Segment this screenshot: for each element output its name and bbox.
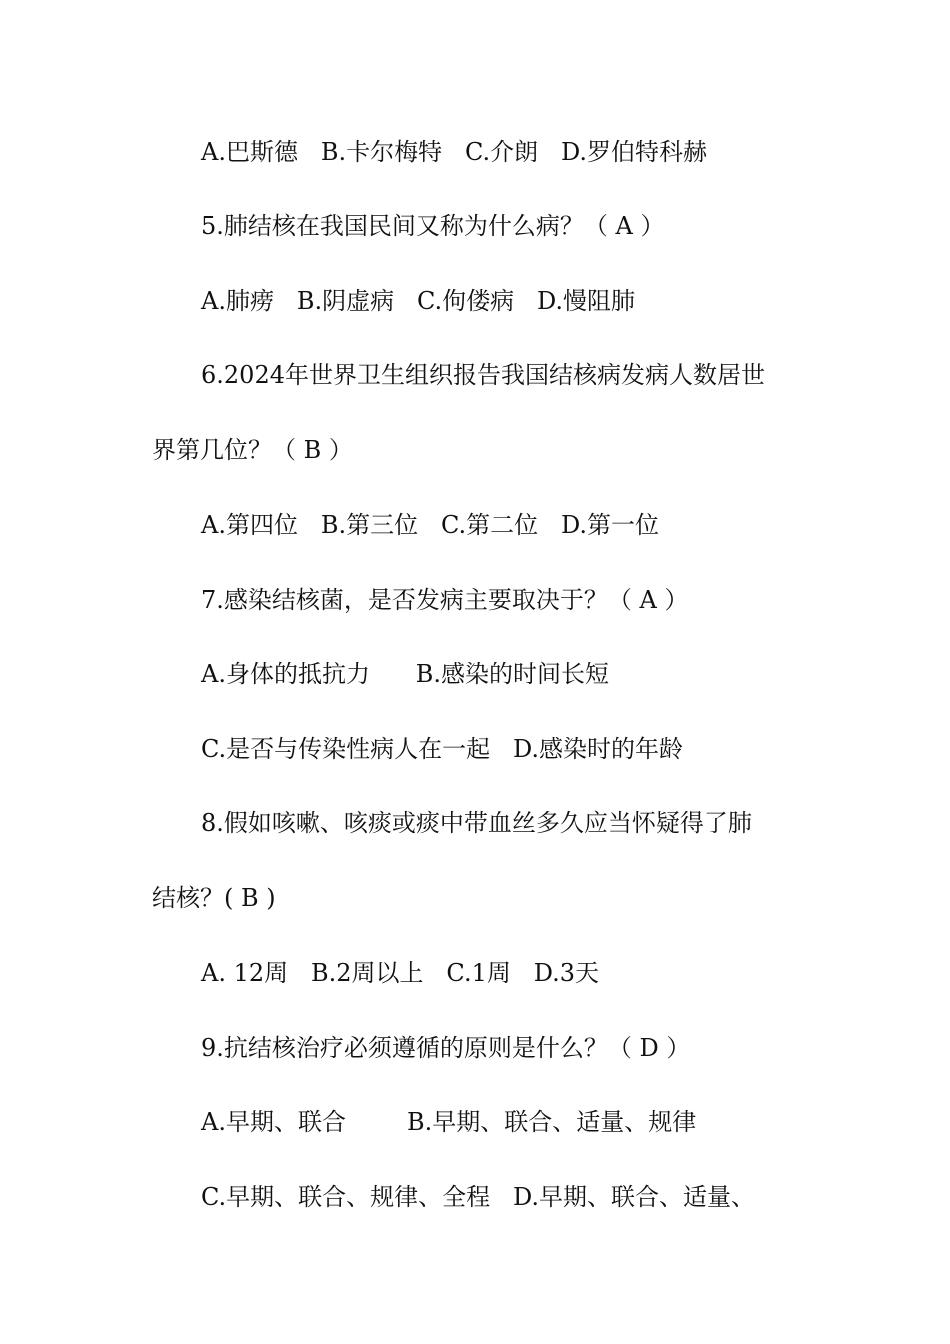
question-8-line1: 8.假如咳嗽、咳痰或痰中带血丝多久应当怀疑得了肺	[201, 809, 752, 837]
question-6-line2: 界第几位？（ B ）	[152, 436, 353, 464]
question-9: 9.抗结核治疗必须遵循的原则是什么？（ D ）	[201, 1034, 691, 1062]
question-5: 5.肺结核在我国民间又称为什么病？（ A ）	[201, 212, 665, 240]
options-q9-line2: C.早期、联合、规律、全程 D.早期、联合、适量、	[201, 1183, 756, 1211]
options-q7-line2: C.是否与传染性病人在一起 D.感染时的年龄	[201, 735, 684, 763]
options-q6: A.第四位 B.第三位 C.第二位 D.第一位	[201, 511, 660, 539]
options-q9-line1: A.早期、联合 B.早期、联合、适量、规律	[201, 1108, 697, 1136]
question-7: 7.感染结核菌，是否发病主要取决于？（ A ）	[201, 586, 689, 614]
options-q7-line1: A.身体的抵抗力 B.感染的时间长短	[201, 660, 609, 688]
question-8-line2: 结核？( B )	[152, 884, 276, 912]
options-q4: A.巴斯德 B.卡尔梅特 C.介朗 D.罗伯特科赫	[201, 138, 708, 166]
question-6-line1: 6.2024年世界卫生组织报告我国结核病发病人数居世	[201, 361, 765, 389]
options-q8: A. 12周 B.2周以上 C.1周 D.3天	[201, 959, 600, 987]
options-q5: A.肺痨 B.阴虚病 C.佝偻病 D.慢阻肺	[201, 287, 636, 315]
